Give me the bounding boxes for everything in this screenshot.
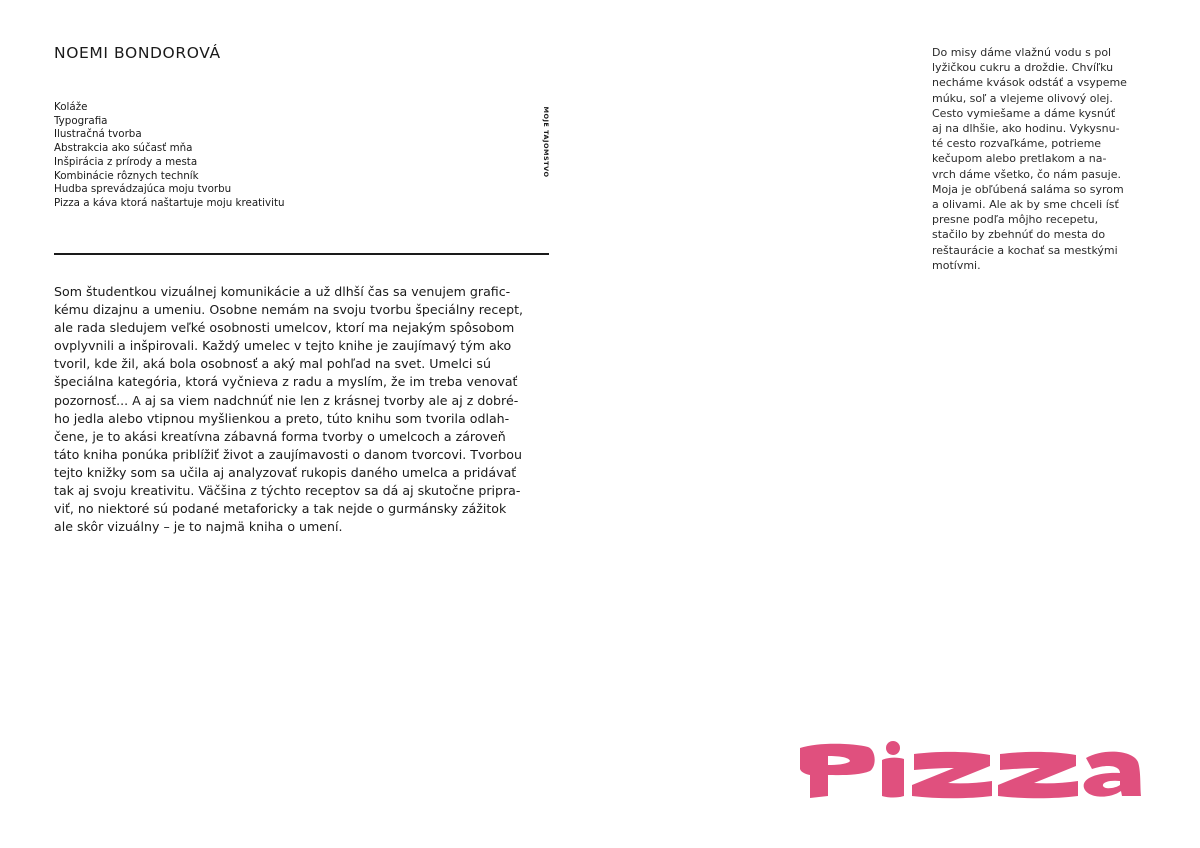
paragraph-line: špeciálna kategória, ktorá vyčnieva z radu a myslím, že im treba venovať <box>54 374 518 390</box>
recipe-line: presne podľa môjho recepetu, <box>932 213 1099 227</box>
recipe-line: motívmi. <box>932 258 981 272</box>
logo-letter-z2 <box>998 752 1078 798</box>
intro-paragraph <box>54 283 554 536</box>
pizza-logo-glyphs <box>800 741 1141 798</box>
topic-item: Pizza a káva ktorá naštartuje moju kreativitu <box>54 196 285 209</box>
logo-letter-i <box>882 758 904 798</box>
recipe-line: múku, soľ a vlejeme olivový olej. <box>932 91 1113 105</box>
recipe-line: Cesto vymiešame a dáme kysnúť <box>932 106 1116 120</box>
logo-letter-z1 <box>912 752 992 798</box>
topic-item: Kombinácie rôznych techník <box>54 169 199 182</box>
recipe-line: kečupom alebo pretlakom a na- <box>932 152 1107 166</box>
recipe-line: vrch dáme všetko, čo nám pasuje. <box>932 167 1121 181</box>
paragraph-line: viť, no niektoré sú podané metaforicky a tak nejde o gurmánsky zážitok <box>54 501 507 517</box>
paragraph-line: tvoril, kde žil, aká bola osobnosť a aký mal pohľad na svet. Umelci sú <box>54 356 491 372</box>
paragraph-line: tak aj svoju kreativitu. Väčšina z týchto receptov sa dá aj skutočne pripra- <box>54 483 521 499</box>
topic-item: Koláže <box>54 101 88 113</box>
topic-item: Hudba sprevádzajúca moju tvorbu <box>54 183 232 196</box>
paragraph-line: kému dizajnu a umeniu. Osobne nemám na svoju tvorbu špeciálny recept, <box>54 302 524 318</box>
recipe-line: aj na dlhšie, ako hodinu. Vykysnu- <box>932 122 1120 136</box>
topic-item: Typografia <box>54 114 108 127</box>
paragraph-line: ale skôr vizuálny – je to najmä kniha o umení. <box>54 519 343 535</box>
paragraph-line: ale rada sledujem veľké osobnosti umelcov, ktorí ma nejakým spôsobom <box>54 320 515 336</box>
recipe-line: necháme kvások odstáť a vsypeme <box>932 76 1127 90</box>
paragraph-line: pozornosť... A aj sa viem nadchnúť nie len z krásnej tvorby ale aj z dobré- <box>54 392 519 408</box>
logo-letter-a <box>1084 752 1141 797</box>
recipe-line: té cesto rozvaľkáme, potrieme <box>932 137 1102 151</box>
horizontal-divider <box>54 253 549 255</box>
recipe-line: lyžičkou cukru a droždie. Chvíľku <box>932 61 1114 75</box>
recipe-line: Do misy dáme vlažnú vodu s pol <box>932 46 1112 59</box>
paragraph-line: čene, je to akási kreatívna zábavná forma tvorby o umelcoch a zároveň <box>54 428 506 444</box>
paragraph-line: tejto knižky som sa učila aj analyzovať rukopis daného umelca a pridávať <box>54 464 517 480</box>
vertical-section-label: MOJE TAJOMSTVO <box>542 106 550 178</box>
topic-item: Inšpirácia z prírody a mesta <box>54 155 198 168</box>
topic-item: Ilustračná tvorba <box>54 128 142 141</box>
paragraph-line: ovplyvnili a inšpirovali. Každý umelec v tejto knihe je zaujímavý tým ako <box>54 338 512 354</box>
author-name: NOEMI BONDOROVÁ <box>54 44 221 62</box>
recipe-line: a olivami. Ale ak by sme chceli ísť <box>932 198 1119 212</box>
recipe-text <box>932 45 1152 273</box>
topics-list <box>54 101 285 211</box>
paragraph-line: Som študentkou vizuálnej komunikácie a už dlhší čas sa venujem grafic- <box>54 284 511 299</box>
recipe-line: stačilo by zbehnúť do mesta do <box>932 228 1106 242</box>
paragraph-line: ho jedla alebo vtipnou myšlienkou a preto, túto knihu som tvorila odlah- <box>54 410 510 426</box>
paragraph-line: táto kniha ponúka priblížiť život a zaujímavosti o danom tvorcovi. Tvorbou <box>54 446 522 462</box>
recipe-line: reštaurácie a kochať sa mestkými <box>932 243 1118 257</box>
pizza-logo <box>798 738 1142 800</box>
topic-item: Abstrakcia ako súčasť mňa <box>54 142 193 155</box>
logo-letter-p <box>800 744 875 798</box>
recipe-line: Moja je obľúbená saláma so syrom <box>932 182 1124 196</box>
logo-letter-i-dot <box>886 741 900 755</box>
